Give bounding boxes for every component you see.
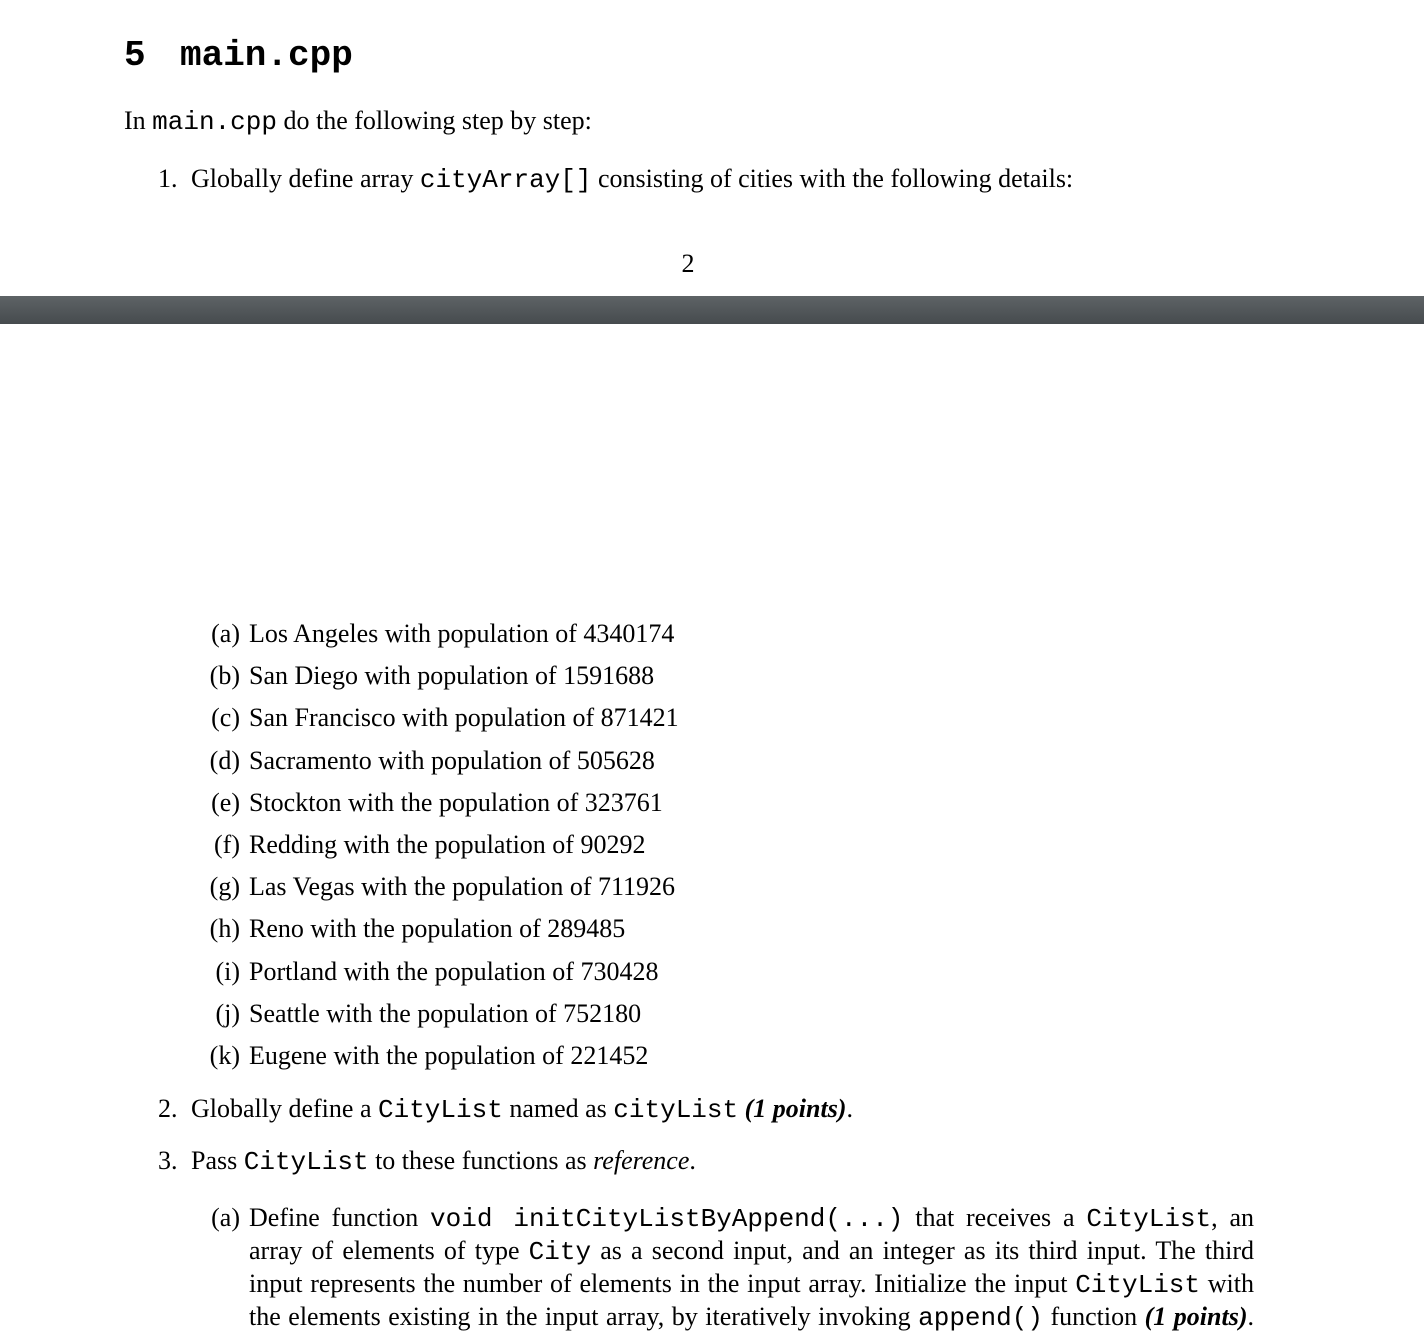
step-2-code-name: cityList bbox=[613, 1095, 739, 1125]
step-3-emphasis: reference bbox=[593, 1146, 690, 1175]
list-item-marker: (e) bbox=[211, 787, 240, 817]
page-break-bar bbox=[0, 296, 1424, 324]
step-3a-marker: (a) bbox=[211, 1203, 240, 1232]
text: , an bbox=[1211, 1203, 1255, 1232]
step-3-text: Pass bbox=[191, 1146, 238, 1175]
points: (1 points) bbox=[1144, 1302, 1248, 1331]
code: append() bbox=[918, 1303, 1043, 1333]
list-item-marker: (k) bbox=[209, 1040, 240, 1070]
list-item-text: Reno with the population of 289485 bbox=[249, 914, 626, 944]
step-3-end: . bbox=[689, 1146, 696, 1175]
section-number: 5 bbox=[124, 35, 146, 76]
list-item bbox=[200, 954, 679, 996]
code: City bbox=[528, 1237, 592, 1267]
page-number: 2 bbox=[681, 249, 695, 278]
text: that receives a bbox=[915, 1203, 1075, 1232]
step-2-marker: 2. bbox=[158, 1094, 178, 1123]
step-2-points: (1 points) bbox=[744, 1094, 847, 1123]
text: input represents the number of elements in the input array. Initialize the input bbox=[249, 1269, 1068, 1298]
list-item bbox=[200, 700, 679, 742]
step-1-code: cityArray[] bbox=[419, 165, 592, 195]
list-item bbox=[200, 996, 679, 1038]
intro-suffix: do the following step by step: bbox=[283, 106, 592, 135]
text: as a second input, and an integer as its third input. The third bbox=[600, 1236, 1255, 1265]
list-item-text: San Diego with population of 1591688 bbox=[249, 661, 655, 691]
step-1 bbox=[158, 162, 1073, 197]
step-3-text-mid: to these functions as bbox=[375, 1146, 587, 1175]
step-2-code-type: CityList bbox=[378, 1095, 503, 1125]
code: CityList bbox=[1075, 1270, 1201, 1300]
step-3a-line-4 bbox=[249, 1301, 1254, 1334]
step-1-text: Globally define array bbox=[191, 164, 414, 193]
list-item-marker: (i) bbox=[215, 956, 240, 986]
step-3a-line-2 bbox=[249, 1235, 1254, 1268]
text: with bbox=[1207, 1269, 1255, 1298]
list-item bbox=[200, 743, 679, 785]
list-item-text: Portland with the population of 730428 bbox=[249, 956, 659, 986]
list-item bbox=[200, 827, 679, 869]
list-item-marker: (b) bbox=[209, 661, 240, 691]
list-item-marker: (d) bbox=[209, 745, 240, 775]
step-1-marker: 1. bbox=[158, 164, 178, 193]
step-3 bbox=[158, 1144, 696, 1179]
list-item-text: Seattle with the population of 752180 bbox=[249, 998, 642, 1028]
text: the elements existing in the input array, by iteratively invoking bbox=[249, 1302, 911, 1331]
step-2-text-mid: named as bbox=[509, 1094, 607, 1123]
section-title: main.cpp bbox=[180, 35, 353, 76]
list-item bbox=[200, 616, 679, 658]
section-heading bbox=[124, 32, 353, 80]
step-2-end: . bbox=[846, 1094, 853, 1123]
code: void initCityListByAppend(...) bbox=[430, 1204, 904, 1234]
step-2 bbox=[158, 1092, 853, 1127]
step-3-marker: 3. bbox=[158, 1146, 178, 1175]
list-item-text: Eugene with the population of 221452 bbox=[249, 1040, 649, 1070]
step-1-text-after: consisting of cities with the following details: bbox=[598, 164, 1074, 193]
list-item bbox=[200, 658, 679, 700]
list-item-marker: (c) bbox=[211, 703, 240, 733]
text: array of elements of type bbox=[249, 1236, 520, 1265]
intro-paragraph bbox=[124, 104, 592, 139]
list-item-marker: (a) bbox=[211, 619, 240, 648]
list-item bbox=[200, 1038, 679, 1080]
city-list bbox=[200, 616, 679, 1080]
step-3a bbox=[200, 1202, 1254, 1334]
list-item-text: Redding with the population of 90292 bbox=[249, 829, 646, 859]
list-item-marker: (f) bbox=[214, 829, 240, 859]
list-item-marker: (j) bbox=[215, 998, 240, 1028]
step-3a-line-3 bbox=[249, 1268, 1254, 1301]
text: function bbox=[1050, 1302, 1138, 1331]
list-item-marker: (h) bbox=[209, 914, 240, 944]
code: CityList bbox=[1086, 1204, 1212, 1234]
list-item bbox=[200, 911, 679, 953]
text: Define function bbox=[249, 1203, 419, 1232]
list-item-text: San Francisco with population of 871421 bbox=[249, 703, 679, 733]
list-item-text: Las Vegas with the population of 711926 bbox=[249, 872, 676, 902]
text: . bbox=[1247, 1302, 1254, 1331]
list-item-text: Stockton with the population of 323761 bbox=[249, 787, 663, 817]
list-item-marker: (g) bbox=[209, 872, 240, 902]
list-item-text: Sacramento with population of 505628 bbox=[249, 745, 655, 775]
list-item bbox=[200, 785, 679, 827]
list-item bbox=[200, 869, 679, 911]
step-3-code: CityList bbox=[243, 1147, 369, 1177]
intro-prefix: In bbox=[124, 106, 146, 135]
step-3a-body bbox=[249, 1202, 1254, 1334]
step-2-text: Globally define a bbox=[191, 1094, 372, 1123]
step-3a-line-1 bbox=[249, 1202, 1254, 1235]
intro-code: main.cpp bbox=[152, 107, 277, 137]
list-item-text: Los Angeles with population of 4340174 bbox=[249, 619, 675, 648]
